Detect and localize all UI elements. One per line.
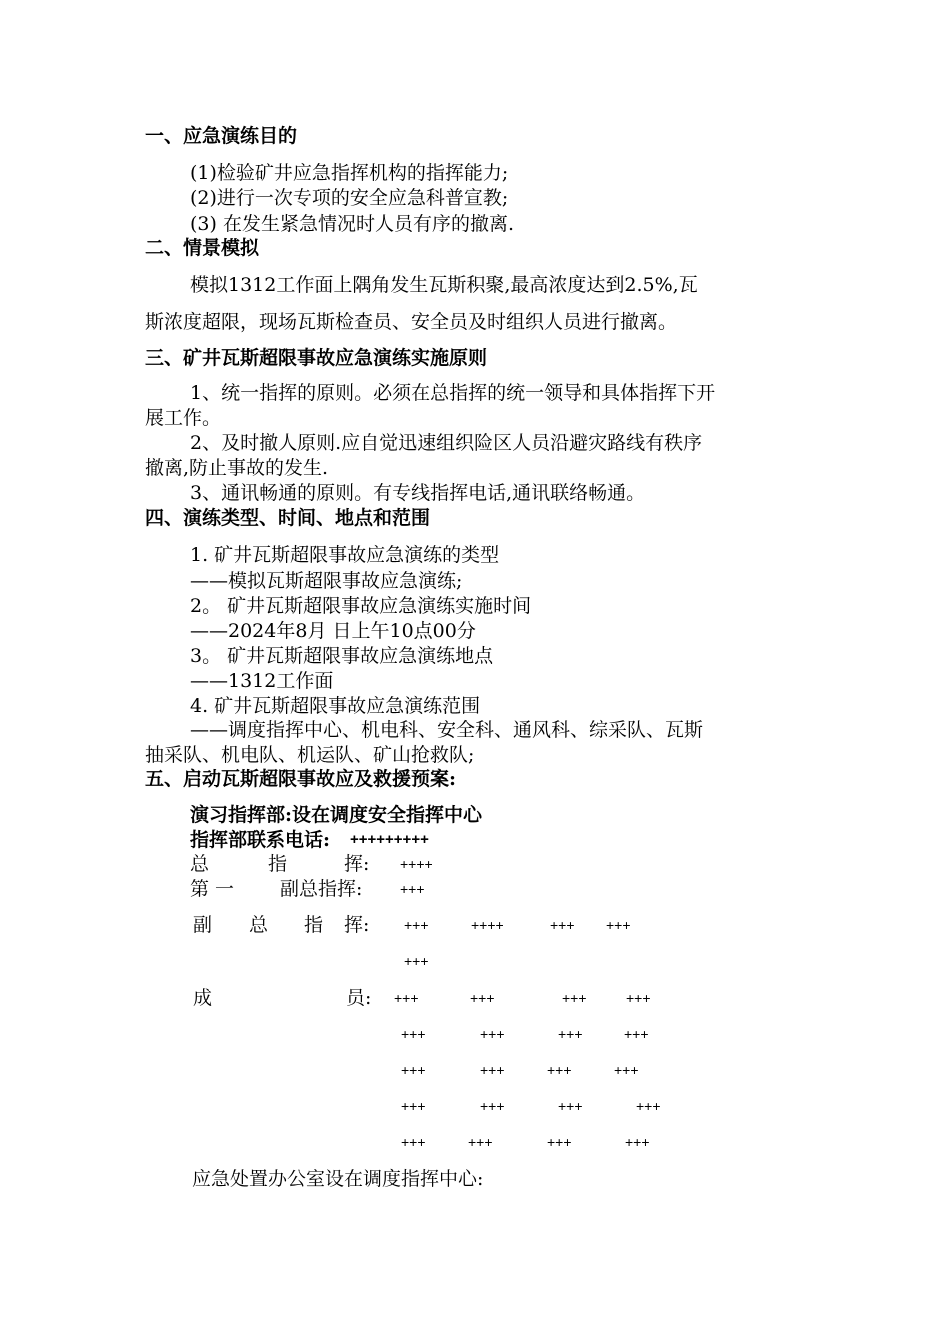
member-value: +++ <box>547 1134 572 1150</box>
member-value: +++ <box>401 1098 426 1114</box>
deputy-label-3: 指 <box>304 914 324 936</box>
s3-p1-line-2: 展工作。 <box>145 407 222 429</box>
members-label-2: 员: <box>346 987 372 1009</box>
chief-label-2: 指 <box>268 853 288 875</box>
first-deputy-label-1: 第 一 <box>190 878 235 900</box>
s4-line-9: 抽采队、机电队、机运队、矿山抢救队; <box>145 744 475 766</box>
member-value: +++ <box>614 1062 639 1078</box>
chief-value: ++++ <box>400 856 433 872</box>
section-1-title: 一、应急演练目的 <box>145 125 298 147</box>
s2-line-2: 斯浓度超限，现场瓦斯检查员、安全员及时组织人员进行撤离。 <box>145 311 678 333</box>
chief-label-3: 挥: <box>344 853 370 875</box>
member-value: +++ <box>480 1026 505 1042</box>
emergency-office: 应急处置办公室设在调度指挥中心: <box>192 1168 484 1190</box>
s4-line-8: ——调度指挥中心、机电科、安全科、通风科、综采队、瓦斯 <box>190 719 704 741</box>
hq-phone-value: +++++++++ <box>350 831 429 848</box>
s4-line-5: 3。 矿井瓦斯超限事故应急演练地点 <box>190 645 494 667</box>
member-value: +++ <box>626 990 651 1006</box>
deputy-value: +++ <box>404 917 429 933</box>
member-value: +++ <box>558 1098 583 1114</box>
members-label-1: 成 <box>193 987 213 1009</box>
member-value: +++ <box>558 1026 583 1042</box>
deputy-value: +++ <box>550 917 575 933</box>
member-value: +++ <box>636 1098 661 1114</box>
s4-line-4: ——2024年8月 日上午10点00分 <box>190 620 476 642</box>
member-value: +++ <box>401 1134 426 1150</box>
s4-line-7: 4. 矿井瓦斯超限事故应急演练范围 <box>190 695 481 717</box>
s1-item-1: (1)检验矿井应急指挥机构的指挥能力; <box>190 162 509 184</box>
section-5-title: 五、启动瓦斯超限事故应及救援预案: <box>145 768 457 790</box>
member-value: +++ <box>401 1026 426 1042</box>
member-value: +++ <box>468 1134 493 1150</box>
s4-line-2: ——模拟瓦斯超限事故应急演练; <box>190 570 463 592</box>
member-value: +++ <box>401 1062 426 1078</box>
member-value: +++ <box>625 1134 650 1150</box>
section-2-title: 二、情景模拟 <box>145 237 260 259</box>
s4-line-3: 2。 矿井瓦斯超限事故应急演练实施时间 <box>190 595 532 617</box>
member-value: +++ <box>470 990 495 1006</box>
member-value: +++ <box>547 1062 572 1078</box>
s3-p1-line-1: 1、统一指挥的原则。必须在总指挥的统一领导和具体指挥下开 <box>190 382 716 404</box>
member-value: +++ <box>562 990 587 1006</box>
s3-p3: 3、通讯畅通的原则。有专线指挥电话,通讯联络畅通。 <box>190 482 646 504</box>
s3-p2-line-2: 撤离,防止事故的发生. <box>145 457 329 479</box>
member-value: +++ <box>624 1026 649 1042</box>
section-4-title: 四、演练类型、时间、地点和范围 <box>145 507 431 529</box>
chief-label-1: 总 <box>190 853 210 875</box>
s1-item-3: (3) 在发生紧急情况时人员有序的撤离. <box>190 213 514 235</box>
hq-phone-label: 指挥部联系电话: <box>190 829 331 851</box>
s1-item-2: (2)进行一次专项的安全应急科普宣教; <box>190 187 509 209</box>
s4-line-6: ——1312工作面 <box>190 670 334 692</box>
member-value: +++ <box>480 1062 505 1078</box>
first-deputy-label-2: 副总指挥: <box>280 878 363 900</box>
s4-line-1: 1. 矿井瓦斯超限事故应急演练的类型 <box>190 544 500 566</box>
first-deputy-value: +++ <box>400 881 425 897</box>
member-value: +++ <box>394 990 419 1006</box>
member-value: +++ <box>480 1098 505 1114</box>
deputy-value: +++ <box>404 953 429 969</box>
deputy-value: ++++ <box>471 917 504 933</box>
deputy-value: +++ <box>606 917 631 933</box>
s3-p2-line-1: 2、及时撤人原则.应自觉迅速组织险区人员沿避灾路线有秩序 <box>190 432 703 454</box>
command-hq: 演习指挥部:设在调度安全指挥中心 <box>190 804 483 826</box>
section-3-title: 三、矿井瓦斯超限事故应急演练实施原则 <box>145 347 488 369</box>
deputy-label-4: 挥: <box>344 914 370 936</box>
deputy-label-1: 副 <box>193 914 213 936</box>
deputy-label-2: 总 <box>249 914 269 936</box>
s2-line-1: 模拟1312工作面上隅角发生瓦斯积聚,最高浓度达到2.5%,瓦 <box>190 274 698 296</box>
